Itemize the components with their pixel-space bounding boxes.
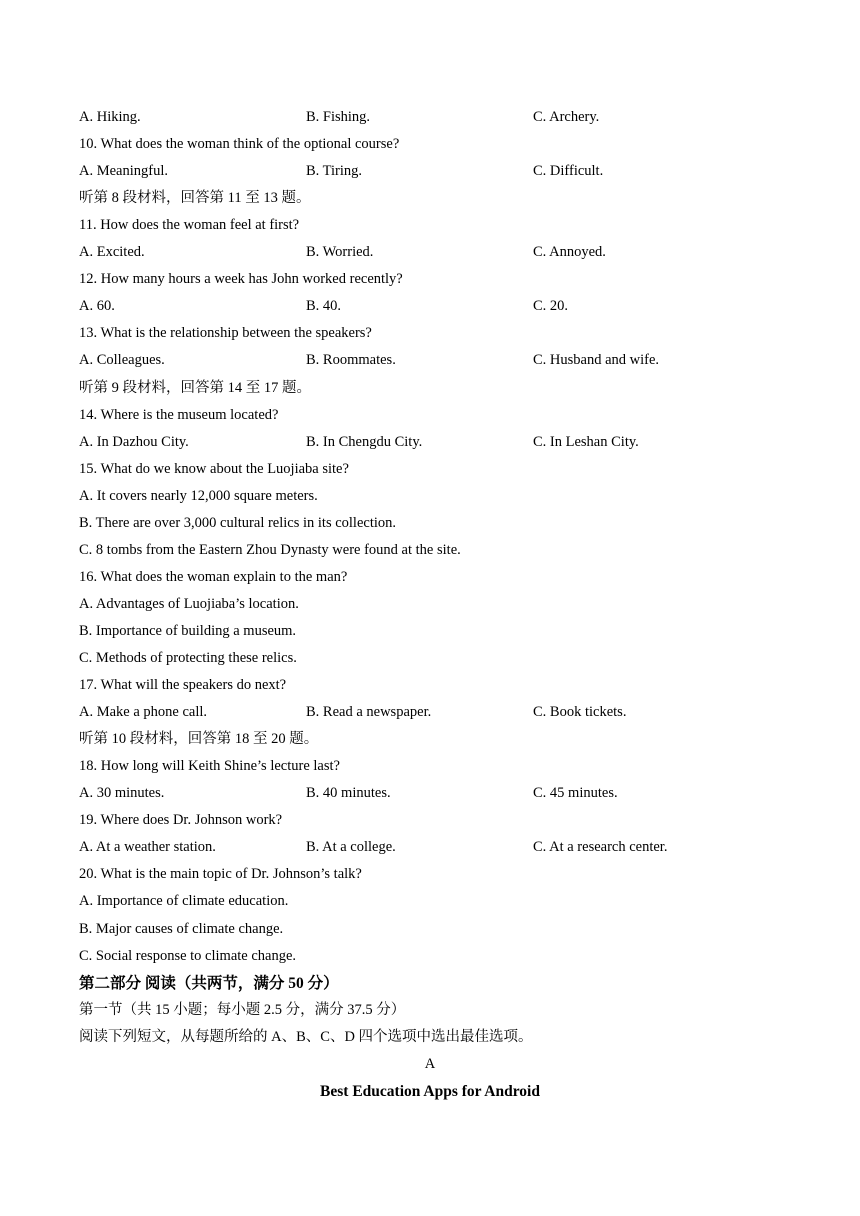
text-line: 听第 10 段材料，回答第 18 至 20 题。 [79, 731, 319, 747]
option-a: A. Make a phone call. [79, 704, 208, 720]
option-b: B. Fishing. [306, 109, 371, 125]
text-line: 阅读下列短文，从每题所给的 A、B、C、D 四个选项中选出最佳选项。 [79, 1029, 533, 1045]
text-line: B. There are over 3,000 cultural relics in its collection. [79, 515, 397, 531]
answer-options-row [79, 429, 779, 456]
option-c: C. Archery. [533, 109, 600, 125]
text-line: C. Methods of protecting these relics. [79, 650, 297, 666]
option-b: B. Roommates. [306, 352, 396, 368]
option-c: C. Difficult. [533, 163, 604, 179]
text-line: A. Importance of climate education. [79, 893, 289, 909]
answer-options-row [79, 293, 779, 320]
option-a: A. 30 minutes. [79, 785, 165, 801]
option-a: A. Excited. [79, 244, 145, 260]
passage-label: A [424, 1056, 436, 1072]
text-line: B. Major causes of climate change. [79, 921, 284, 937]
answer-options-row [79, 158, 779, 185]
option-b: B. Tiring. [306, 163, 363, 179]
option-c: C. Husband and wife. [533, 352, 660, 368]
text-line: 13. What is the relationship between the speakers? [79, 325, 372, 341]
option-c: C. Annoyed. [533, 244, 606, 260]
answer-options-row [79, 780, 779, 807]
text-line: 听第 8 段材料，回答第 11 至 13 题。 [79, 190, 311, 206]
text-line: 20. What is the main topic of Dr. Johnson’s talk? [79, 866, 362, 882]
answer-options-row [79, 834, 779, 861]
text-line: A. Advantages of Luojiaba’s location. [79, 596, 299, 612]
option-c: C. In Leshan City. [533, 434, 639, 450]
option-b: B. 40. [306, 298, 342, 314]
text-line: 听第 9 段材料，回答第 14 至 17 题。 [79, 380, 311, 396]
option-a: A. At a weather station. [79, 839, 216, 855]
text-line: 17. What will the speakers do next? [79, 677, 287, 693]
option-a: A. In Dazhou City. [79, 434, 189, 450]
answer-options-row [79, 347, 779, 374]
text-line: 19. Where does Dr. Johnson work? [79, 812, 283, 828]
answer-options-row [79, 239, 779, 266]
section-heading: 第二部分 阅读（共两节，满分 50 分） [79, 975, 339, 992]
option-b: B. In Chengdu City. [306, 434, 423, 450]
option-b: B. 40 minutes. [306, 785, 391, 801]
option-a: A. Meaningful. [79, 163, 168, 179]
option-c: C. 20. [533, 298, 569, 314]
answer-options-row [79, 104, 779, 131]
option-b: B. At a college. [306, 839, 396, 855]
text-line: 18. How long will Keith Shine’s lecture last? [79, 758, 340, 774]
text-line: 15. What do we know about the Luojiaba site? [79, 461, 349, 477]
option-a: A. Colleagues. [79, 352, 165, 368]
option-c: C. 45 minutes. [533, 785, 618, 801]
option-c: C. At a research center. [533, 839, 668, 855]
text-line: C. 8 tombs from the Eastern Zhou Dynasty were found at the site. [79, 542, 461, 558]
text-line: 16. What does the woman explain to the man? [79, 569, 348, 585]
text-line: 第一节（共 15 小题；每小题 2.5 分，满分 37.5 分） [79, 1002, 406, 1018]
option-b: B. Read a newspaper. [306, 704, 432, 720]
option-a: A. Hiking. [79, 109, 141, 125]
option-b: B. Worried. [306, 244, 374, 260]
text-line: 14. Where is the museum located? [79, 407, 279, 423]
answer-options-row [79, 699, 779, 726]
text-line: 11. How does the woman feel at first? [79, 217, 300, 233]
passage-title: Best Education Apps for Android [320, 1083, 540, 1100]
text-line: 10. What does the woman think of the optional course? [79, 136, 400, 152]
text-line: 12. How many hours a week has John worked recently? [79, 271, 403, 287]
text-line: C. Social response to climate change. [79, 948, 297, 964]
option-c: C. Book tickets. [533, 704, 627, 720]
text-line: A. It covers nearly 12,000 square meters. [79, 488, 318, 504]
text-line: B. Importance of building a museum. [79, 623, 297, 639]
option-a: A. 60. [79, 298, 115, 314]
